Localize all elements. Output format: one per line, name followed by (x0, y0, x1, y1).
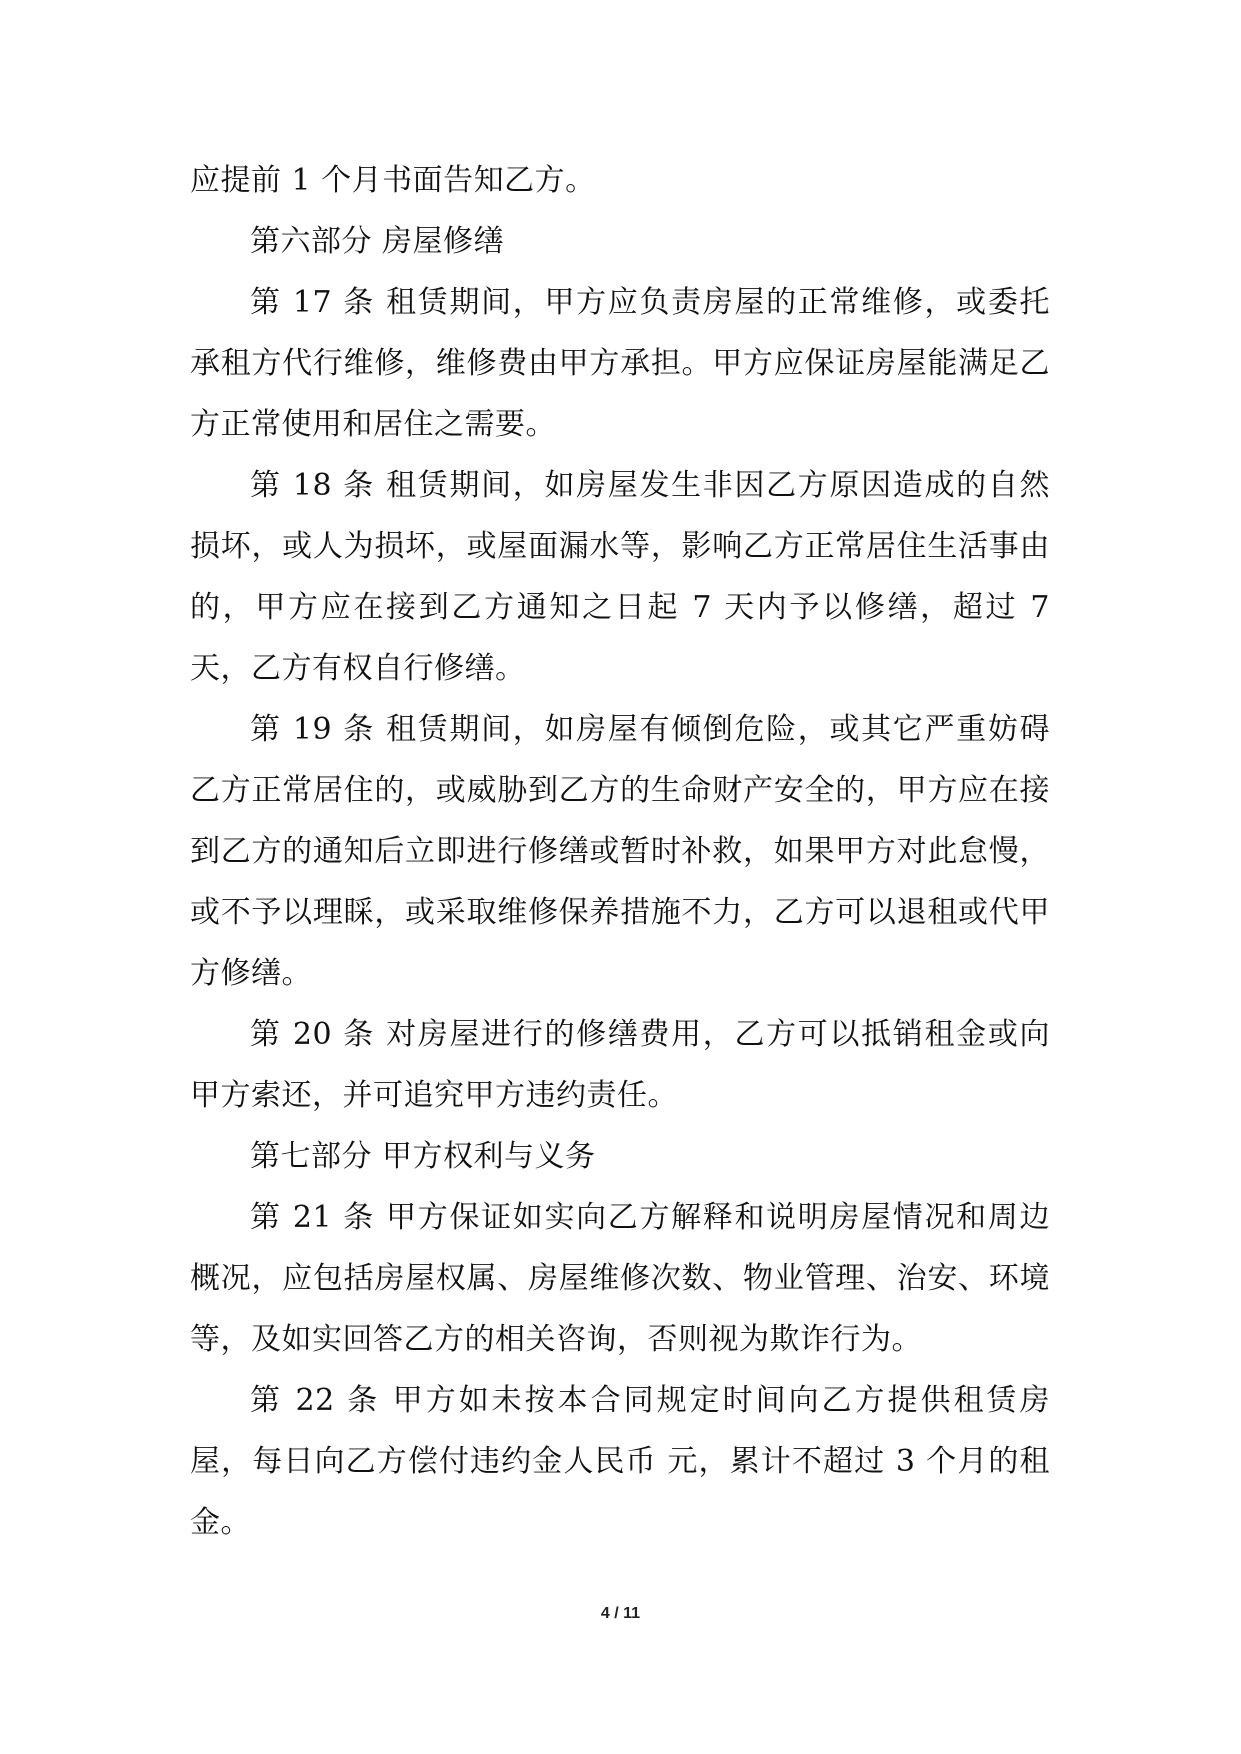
article-21: 第 21 条 甲方保证如实向乙方解释和说明房屋情况和周边概况，应包括房屋权属、房屋维修次数、物业管理、治安、环境等，及如实回答乙方的相关咨询，否则视为欺诈行为。 (190, 1200, 1050, 1357)
section-heading-part-7: 第七部分 甲方权利与义务 (250, 1139, 596, 1174)
page-number: 4 / 11 (600, 1605, 641, 1622)
article-19: 第 19 条 租赁期间，如房屋有倾倒危险，或其它严重妨碍乙方正常居住的，或威胁到乙方的生命财产安全的，甲方应在接到乙方的通知后立即进行修缮或暂时补救，如果甲方对此怠慢，或不予以理睬，或采取维修保养措施不力，乙方可以退租或代甲方修缮。 (190, 712, 1050, 991)
article-18: 第 18 条 租赁期间，如房屋发生非因乙方原因造成的自然损坏，或人为损坏，或屋面漏水等，影响乙方正常居住生活事由的，甲方应在接到乙方通知之日起 7 天内予以修缮，超过 7 天，乙方有权自行修缮。 (190, 468, 1050, 686)
section-heading-part-6: 第六部分 房屋修缮 (250, 224, 505, 259)
document-body (190, 150, 1050, 1553)
article-22: 第 22 条 甲方如未按本合同规定时间向乙方提供租赁房屋，每日向乙方偿付违约金人民币 元，累计不超过 3 个月的租金。 (190, 1383, 1050, 1540)
article-20: 第 20 条 对房屋进行的修缮费用，乙方可以抵销租金或向甲方索还，并可追究甲方违约责任。 (190, 1017, 1050, 1113)
article-17: 第 17 条 租赁期间，甲方应负责房屋的正常维修，或委托承租方代行维修，维修费由甲方承担。甲方应保证房屋能满足乙方正常使用和居住之需要。 (190, 285, 1050, 442)
paragraph-continuation: 应提前 1 个月书面告知乙方。 (190, 163, 596, 198)
